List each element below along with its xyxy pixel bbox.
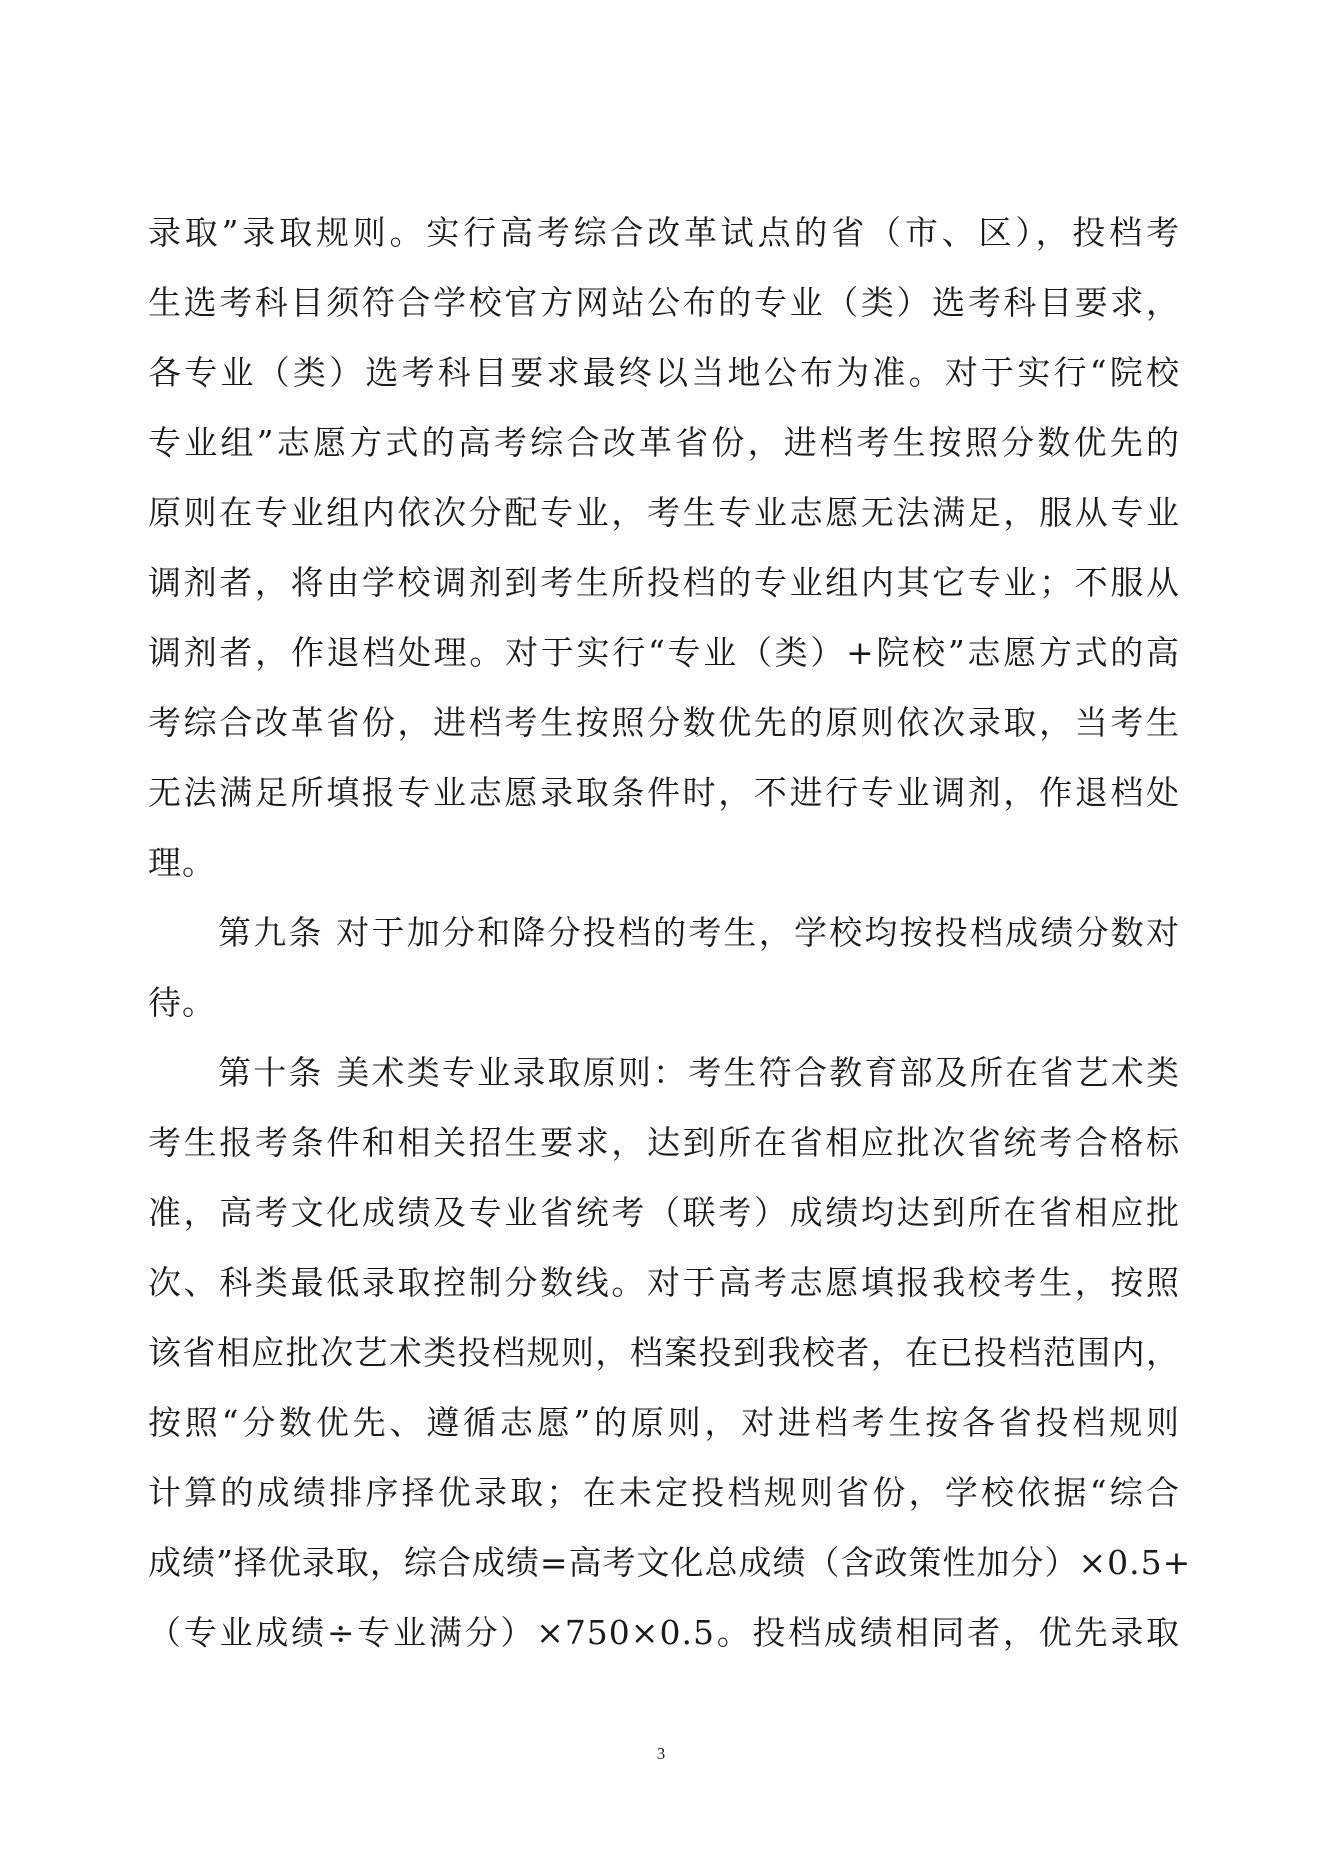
text-line: （专业成绩÷专业满分）×750×0.5。投档成绩相同者，优先录取	[148, 1613, 1180, 1652]
text-line: 调剂者，作退档处理。对于实行“专业（类）+院校”志愿方式的高	[148, 633, 1180, 672]
text-line: 各专业（类）选考科目要求最终以当地公布为准。对于实行“院校	[148, 353, 1180, 392]
text-line: 计算的成绩排序择优录取；在未定投档规则省份，学校依据“综合	[148, 1473, 1180, 1512]
text-line: 次、科类最低录取控制分数线。对于高考志愿填报我校考生，按照	[148, 1263, 1180, 1302]
document-body	[148, 198, 1192, 1668]
text-line: 无法满足所填报专业志愿录取条件时，不进行专业调剂，作退档处	[148, 773, 1180, 812]
text-line: 原则在专业组内依次分配专业，考生专业志愿无法满足，服从专业	[148, 493, 1180, 532]
text-line: 该省相应批次艺术类投档规则，档案投到我校者，在已投档范围内，	[148, 1333, 1180, 1372]
text-line: 按照“分数优先、遵循志愿”的原则，对进档考生按各省投档规则	[148, 1403, 1180, 1442]
text-line: 专业组”志愿方式的高考综合改革省份，进档考生按照分数优先的	[148, 423, 1180, 462]
text-line: 待。	[148, 983, 216, 1022]
text-line: 理。	[148, 843, 216, 882]
text-line: 调剂者，将由学校调剂到考生所投档的专业组内其它专业；不服从	[148, 563, 1180, 602]
text-line: 准，高考文化成绩及专业省统考（联考）成绩均达到所在省相应批	[148, 1193, 1180, 1232]
page-number: 3	[656, 1744, 666, 1763]
text-line: 生选考科目须符合学校官方网站公布的专业（类）选考科目要求，	[148, 283, 1180, 322]
text-line: 录取”录取规则。实行高考综合改革试点的省（市、区），投档考	[148, 213, 1180, 252]
article-9-line: 第九条 对于加分和降分投档的考生，学校均按投档成绩分数对	[218, 913, 1180, 952]
article-10-line: 第十条 美术类专业录取原则：考生符合教育部及所在省艺术类	[218, 1053, 1180, 1092]
text-line: 成绩”择优录取，综合成绩=高考文化总成绩（含政策性加分）×0.5+	[148, 1543, 1192, 1582]
text-line: 考生报考条件和相关招生要求，达到所在省相应批次省统考合格标	[148, 1123, 1180, 1162]
text-line: 考综合改革省份，进档考生按照分数优先的原则依次录取，当考生	[148, 703, 1180, 742]
